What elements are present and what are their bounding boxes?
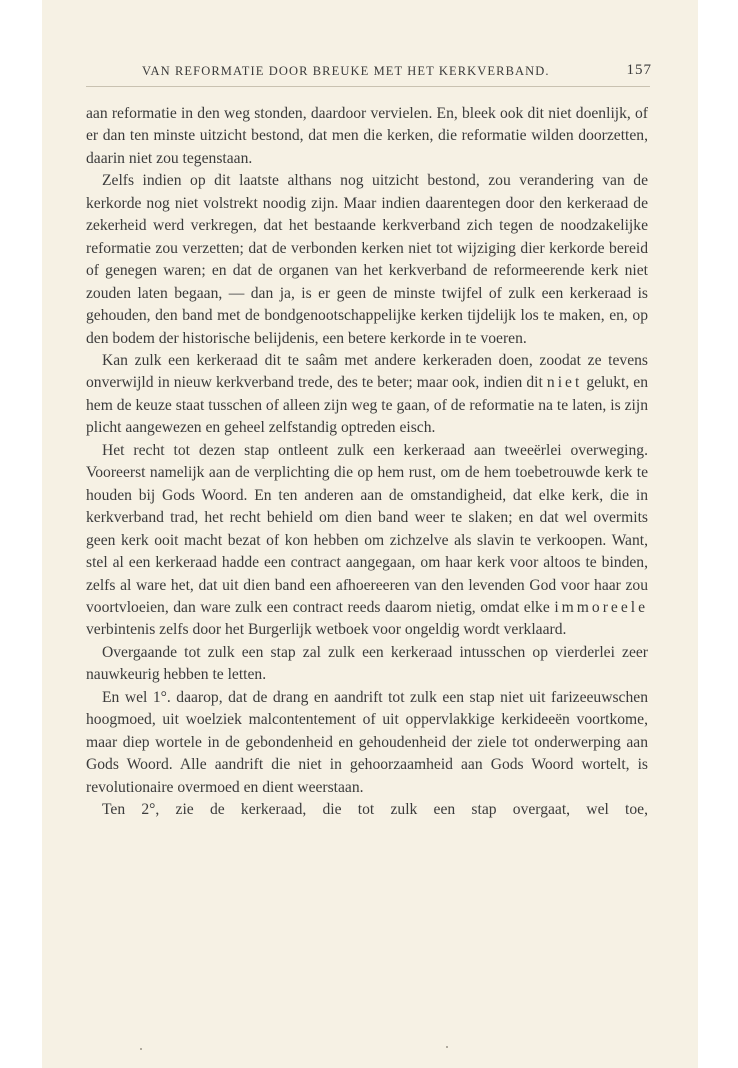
paragraph-5: Overgaande tot zulk een stap zal zulk een kerkeraad intusschen op vierderlei zeer nauwkeurig hebben te letten.	[86, 643, 648, 684]
paragraph-6: En wel 1°. daarop, dat de drang en aandrift tot zulk een stap niet uit farizeeuwschen hoogmoed, uit woelziek malcontentement of uit oppervlakkige kerkideeën voortkome, maar diep wortele in de gebondenheid en gehoudenheid der ziele tot onderwerping aan Gods Woord. Alle aandrift die niet in gehoorzaamheid aan Gods Woord wortelt, is revolutionaire overmoed en dient weerstaan.	[86, 688, 648, 796]
page-number: 157	[626, 62, 652, 78]
paragraph-3	[86, 350, 648, 440]
paragraph-2: Zelfs indien op dit laatste althans nog uitzicht bestond, zou verandering van de kerkorde nog niet volstrekt noodig zijn. Maar indien daarentegen door den kerkeraad de zekerheid werd verkregen, dat het bestaande kerkverband zich tegen de noodzakelijke reformatie zou verzetten; dat de verbonden kerken niet tot wijziging dier kerkorde bereid of genegen waren; en dat de organen van het kerkverband de reformeerende kerk niet zouden laten begaan, — dan ja, is er geen de minste twijfel of zulk een kerkeraad is gehouden, den band met de bondgenootschappelijke kerken tijdelijk los te maken, en, op den bodem der historische belijdenis, een betere kerkorde in te voeren.	[86, 172, 648, 347]
running-title: VAN REFORMATIE DOOR BREUKE MET HET KERKVERBAND.	[142, 64, 550, 78]
header-rule	[86, 86, 650, 87]
paragraph-7: Ten 2°, zie de kerkeraad, die tot zulk een stap overgaat, wel toe,	[102, 801, 648, 819]
paragraph-4-before: Het recht tot dezen stap ontleent zulk een kerkeraad aan tweeërlei overweging. Vooreerst namelijk aan de verplichting die op hem rust, om de hem toebetrouwde kerk te houden bij Gods Woord. En ten anderen aan de omstandigheid, dat elke kerk, die in kerkverband trad, het recht behield om dien band weer te slaken; en dat wel overmits geen kerk ooit macht bezat of kon hebben om zichzelve als slavin te verkoopen. Want, stel al een kerkeraad hadde een contract aangegaan, om haar kerk voor altoos te binden, zelfs al ware het, dat uit dien band een afhoereeren van den levenden God voor haar zou voortvloeien, dan ware zulk een contract reeds daarom nietig, omdat elke	[86, 441, 648, 616]
paragraph-1: aan reformatie in den weg stonden, daardoor vervielen. En, bleek ook dit niet doenlijk, of er dan ten minste uitzicht bestond, dat men die kerken, die reformatie wilden doorzetten, daarin niet zou tegenstaan.	[86, 105, 648, 167]
body-text	[86, 103, 648, 822]
paragraph-4-after: verbintenis zelfs door het Burgerlijk wetboek voor ongeldig wordt verklaard.	[86, 621, 567, 639]
emphasis-immoreele: immoreele	[554, 598, 648, 616]
paragraph-4	[86, 440, 648, 642]
paragraph-3-before: Kan zulk een kerkeraad dit te saâm met andere kerkeraden doen, zoodat ze tevens onverwijld in nieuw kerkverband trede, des te beter; maar ook, indien dit	[86, 351, 648, 392]
emphasis-niet: niet	[546, 374, 583, 392]
paper-speck	[140, 1048, 142, 1050]
paragraph-3-after: gelukt, en hem de keuze staat tusschen of alleen zijn weg te gaan, of de reformatie na te laten, is zijn plicht aangewezen en geheel zelfstandig optreden eisch.	[86, 374, 648, 437]
paper-speck	[446, 1046, 448, 1048]
